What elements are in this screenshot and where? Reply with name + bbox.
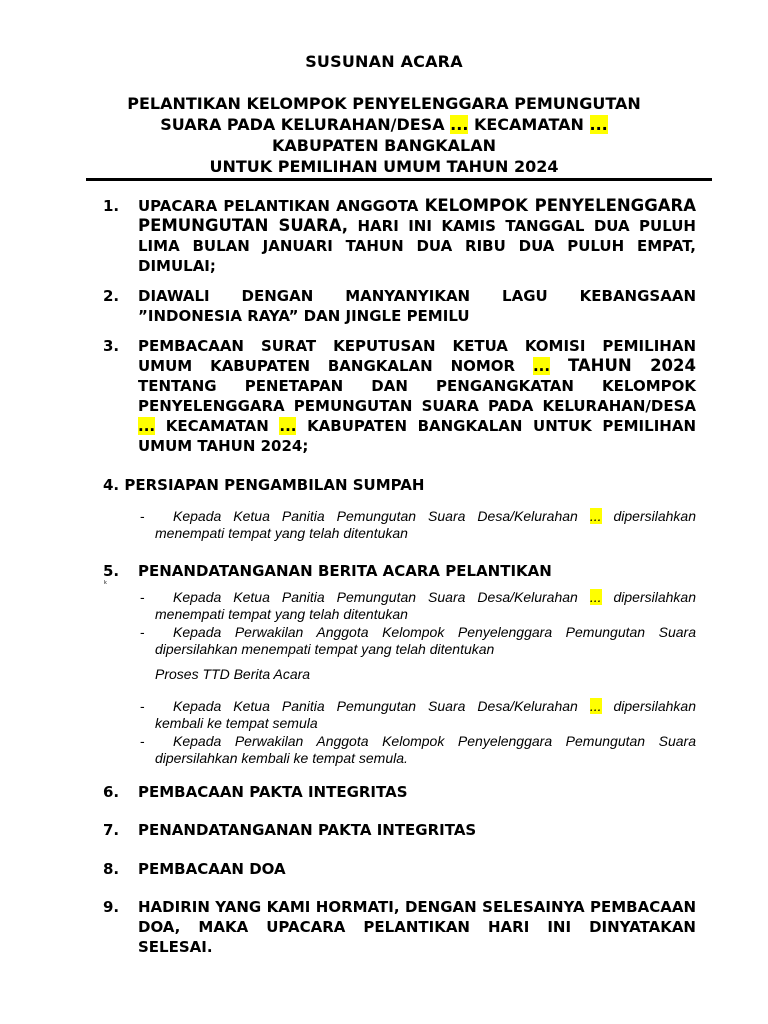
agenda-item-4 bbox=[103, 475, 696, 495]
item-text: DIAWALI DENGAN MANYANYIKAN LAGU KEBANGSAAN ”INDONESIA RAYA” DAN JINGLE PEMILU bbox=[138, 287, 696, 325]
item-number: 8. bbox=[103, 860, 120, 878]
sub-text: Kepada Ketua Panitia Pemungutan Suara Desa/Kelurahan bbox=[173, 589, 590, 605]
item-text: PENANDATANGANAN PAKTA INTEGRITAS bbox=[138, 821, 477, 839]
dash-bullet: - bbox=[140, 624, 145, 640]
sub-line-2: dipersilahkan kembali ke tempat semula. bbox=[155, 750, 408, 766]
sub-text: Kepada Ketua Panitia Pemungutan Suara Desa/Kelurahan bbox=[173, 508, 590, 524]
item-number: 1. bbox=[103, 197, 120, 215]
item-text bbox=[138, 196, 696, 276]
item-text: PEMBACAAN DOA bbox=[138, 860, 286, 878]
dash-bullet: - bbox=[140, 698, 145, 714]
placeholder-kecamatan: ... bbox=[589, 115, 608, 134]
sub-line-1 bbox=[173, 508, 696, 525]
sub-item bbox=[140, 698, 696, 732]
item-number: 6. bbox=[103, 783, 120, 801]
sub-line-2: menempati tempat yang telah ditentukan bbox=[155, 525, 408, 541]
dash-bullet: - bbox=[140, 508, 145, 524]
item-3-text-c: TAHUN 2024 bbox=[567, 356, 696, 375]
sub-text: dipersilahkan bbox=[601, 698, 696, 714]
sub-line-1 bbox=[173, 698, 696, 715]
document-title: SUSUNAN ACARA bbox=[305, 52, 463, 71]
sub-item bbox=[140, 508, 696, 542]
item-number: 2. bbox=[103, 287, 120, 305]
item-text: HADIRIN YANG KAMI HORMATI, DENGAN SELESAINYA PEMBACAAN DOA, MAKA UPACARA PELANTIKAN HARI INI DINYATAKAN SELESAI. bbox=[138, 898, 696, 956]
placeholder-nomor: ... bbox=[532, 357, 551, 375]
item-number: 5. bbox=[103, 562, 120, 580]
item-3-text-d: TENTANG PENETAPAN DAN PENGANGKATAN KELOMPOK PENYELENGGARA PEMUNGUTAN SUARA PADA KELURAHAN/DESA bbox=[138, 377, 696, 415]
sub-line-2: menempati tempat yang telah ditentukan bbox=[155, 606, 408, 622]
agenda-item-8 bbox=[103, 859, 696, 879]
sub-item bbox=[140, 589, 696, 623]
item-number: 7. bbox=[103, 821, 120, 839]
event-heading bbox=[80, 93, 688, 177]
heading-line-1: PELANTIKAN KELOMPOK PENYELENGGARA PEMUNGUTAN bbox=[127, 94, 641, 113]
item-number: 9. bbox=[103, 898, 120, 916]
agenda-item-6 bbox=[103, 782, 696, 802]
agenda-item-7 bbox=[103, 820, 696, 840]
sub-text: dipersilahkan bbox=[601, 589, 696, 605]
sub-line-2: dipersilahkan menempati tempat yang telah ditentukan bbox=[155, 641, 495, 657]
agenda-item-9 bbox=[103, 897, 696, 957]
agenda-item-1 bbox=[103, 196, 696, 276]
item-3-text-f: KECAMATAN bbox=[155, 417, 280, 435]
dash-bullet: - bbox=[140, 733, 145, 749]
agenda-item-2 bbox=[103, 286, 696, 326]
sub-item bbox=[140, 624, 696, 658]
heading-line-2 bbox=[80, 114, 688, 135]
item-3-text-a: PEMBACAAN SURAT KEPUTUSAN KETUA KOMISI PEMILIHAN UMUM KABUPATEN BANGKALAN NOMOR bbox=[138, 337, 696, 375]
item-text: PEMBACAAN PAKTA INTEGRITAS bbox=[138, 783, 408, 801]
placeholder-kecamatan: ... bbox=[279, 417, 297, 435]
dash-bullet: - bbox=[140, 589, 145, 605]
item-1-text-b: KELOMPOK PENYELENGGARA PEMUNGUTAN SUARA, bbox=[138, 196, 696, 235]
sub-item bbox=[140, 733, 696, 767]
sub-line-2: kembali ke tempat semula bbox=[155, 715, 318, 731]
placeholder-desa: ... bbox=[589, 508, 602, 524]
heading-kecamatan-label: KECAMATAN bbox=[473, 115, 584, 134]
item-text: PENANDATANGANAN BERITA ACARA PELANTIKAN bbox=[138, 562, 552, 580]
item-1-text-c: HARI INI KAMIS TANGGAL DUA PULUH LIMA BULAN JANUARI TAHUN DUA RIBU DUA PULUH EMPAT, DIMULAI; bbox=[138, 217, 696, 275]
item-text: 4. PERSIAPAN PENGAMBILAN SUMPAH bbox=[103, 476, 425, 494]
heading-line-3: KABUPATEN BANGKALAN bbox=[271, 136, 497, 155]
horizontal-rule bbox=[86, 178, 712, 181]
sub-line-1: Kepada Perwakilan Anggota Kelompok Penyelenggara Pemungutan Suara bbox=[173, 733, 696, 749]
placeholder-desa: ... bbox=[450, 115, 469, 134]
item-number: 3. bbox=[103, 337, 120, 355]
stray-mark: k bbox=[104, 580, 107, 586]
agenda-item-3 bbox=[103, 336, 696, 456]
process-note: Proses TTD Berita Acara bbox=[155, 666, 311, 682]
sub-text: dipersilahkan bbox=[601, 508, 696, 524]
placeholder-desa: ... bbox=[589, 589, 602, 605]
item-1-text-a: UPACARA PELANTIKAN ANGGOTA bbox=[138, 197, 425, 215]
heading-line-4: UNTUK PEMILIHAN UMUM TAHUN 2024 bbox=[209, 157, 559, 176]
item-text bbox=[138, 336, 696, 456]
item-3-text-h: KABUPATEN BANGKALAN UNTUK PEMILIHAN UMUM TAHUN 2024; bbox=[138, 417, 696, 455]
placeholder-desa: ... bbox=[589, 698, 602, 714]
sub-line-1 bbox=[173, 589, 696, 606]
sub-text: Kepada Ketua Panitia Pemungutan Suara Desa/Kelurahan bbox=[173, 698, 590, 714]
heading-line-2-text: SUARA PADA KELURAHAN/DESA bbox=[160, 115, 445, 134]
sub-line-1: Kepada Perwakilan Anggota Kelompok Penyelenggara Pemungutan Suara bbox=[173, 624, 696, 640]
placeholder-desa: ... bbox=[138, 417, 156, 435]
agenda-item-5 bbox=[103, 561, 696, 581]
